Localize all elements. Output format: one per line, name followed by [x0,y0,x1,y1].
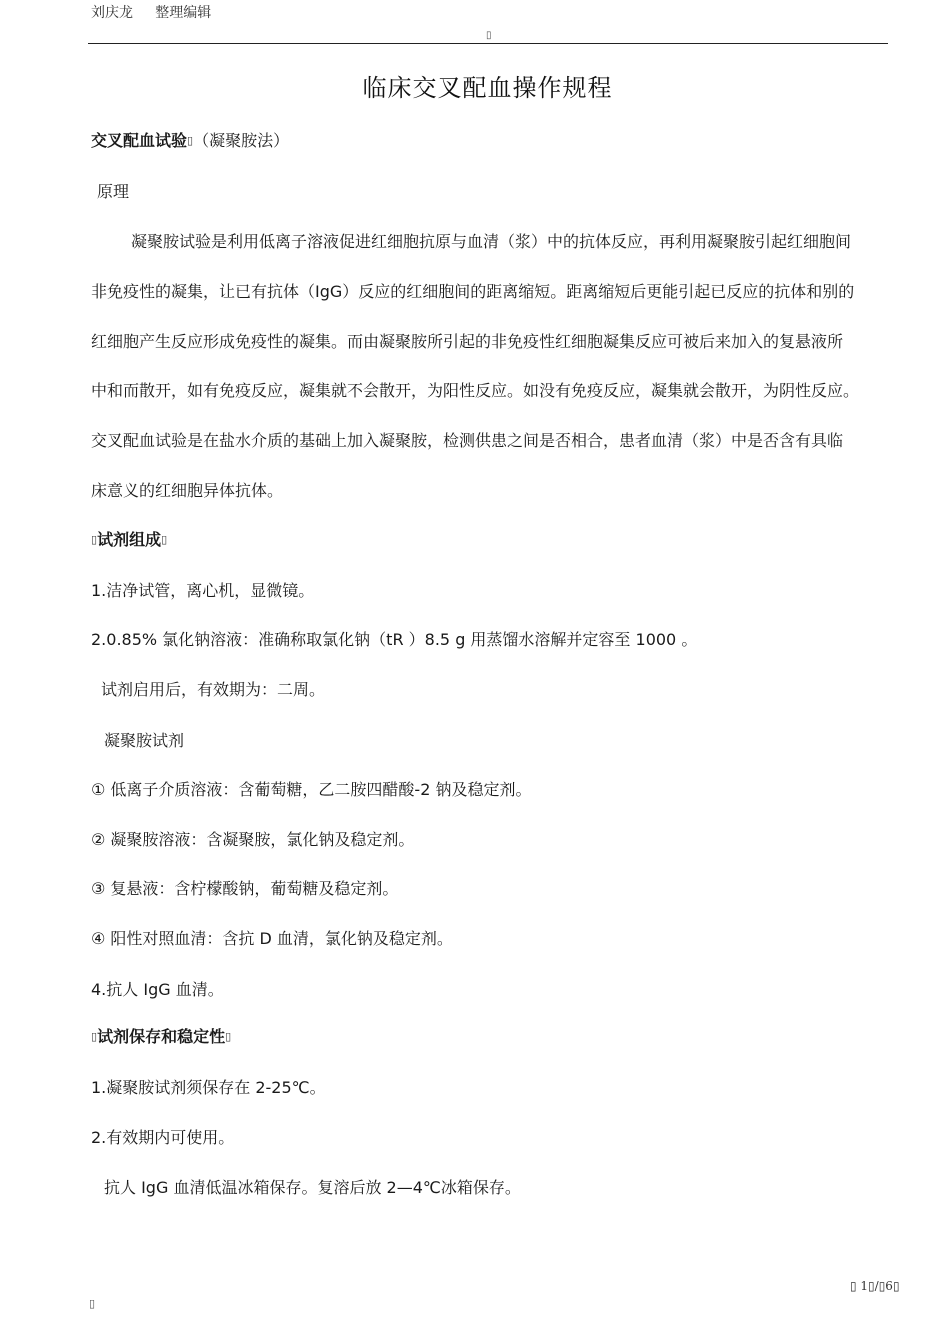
composition-item: 4.抗人 IgG 血清。 [91,980,224,999]
storage-heading-mark-right: ▯ [225,1030,232,1043]
composition-item: ④ 阳性对照血清：含抗 D 血清，氯化钠及稳定剂。 [91,929,453,948]
header-rule [88,43,888,44]
principle-line: 床意义的红细胞异体抗体。 [91,481,284,500]
composition-heading-text: 试剂组成 [97,530,162,549]
storage-heading-mark-left: ▯ [91,1030,98,1043]
principle-line: 凝聚胺试验是利用低离子溶液促进红细胞抗原与血清（浆）中的抗体反应，再利用凝聚胺引起红细胞间 [131,232,852,251]
header-author: 刘庆龙 整理编辑 [91,5,212,21]
storage-heading-text: 试剂保存和稳定性 [97,1027,226,1046]
principle-line: 红细胞产生反应形成免疫性的凝集。而由凝聚胺所引起的非免疫性红细胞凝集反应可被后来加入的复悬液所 [91,332,844,351]
document-title: 临床交叉配血操作规程 [362,74,613,102]
storage-item: 2.有效期内可使用。 [91,1128,235,1147]
principle-line: 交叉配血试验是在盐水介质的基础上加入凝聚胺，检测供患之间是否相合，患者血清（浆）中是否含有具临 [91,431,844,450]
storage-item: 抗人 IgG 血清低温冰箱保存。复溶后放 2—4℃冰箱保存。 [104,1178,521,1197]
composition-item: 试剂启用后，有效期为：二周。 [101,680,326,699]
composition-heading-mark-right: ▯ [161,533,168,546]
composition-item: ① 低离子介质溶液：含葡萄糖，乙二胺四醋酸-2 钠及稳定剂。 [91,780,532,799]
section-heading-suffix: （凝聚胺法） [193,131,290,150]
principle-line: 中和而散开，如有免疫反应，凝集就不会散开，为阳性反应。如没有免疫反应，凝集就会散开，为阴性反应。 [91,381,860,400]
header-mark: ▯ [486,30,492,41]
principle-line: 非免疫性的凝集，让已有抗体（IgG）反应的红细胞间的距离缩短。距离缩短后更能引起已反应的抗体和别的 [91,282,855,301]
page-number: ▯ 1▯/▯6▯ [850,1279,900,1293]
footer-mark: ▯ [89,1297,96,1310]
section-heading-mark: ▯ [187,134,194,147]
section-heading-text: 交叉配血试验 [91,131,188,150]
composition-heading-mark-left: ▯ [91,533,98,546]
principle-label: 原理 [97,182,130,201]
composition-item: 1.洁净试管，离心机，显微镜。 [91,581,315,600]
storage-item: 1.凝聚胺试剂须保存在 2-25℃。 [91,1078,326,1097]
composition-item: ② 凝聚胺溶液：含凝聚胺，氯化钠及稳定剂。 [91,830,415,849]
composition-heading [91,529,167,551]
storage-heading [91,1026,231,1048]
composition-item: ③ 复悬液：含柠檬酸钠，葡萄糖及稳定剂。 [91,879,399,898]
section-heading-crossmatch [91,130,289,152]
composition-item: 2.0.85% 氯化钠溶液：准确称取氯化钠（tR ）8.5 g 用蒸馏水溶解并定容至 1000 。 [91,630,698,649]
composition-item: 凝聚胺试剂 [104,731,185,750]
